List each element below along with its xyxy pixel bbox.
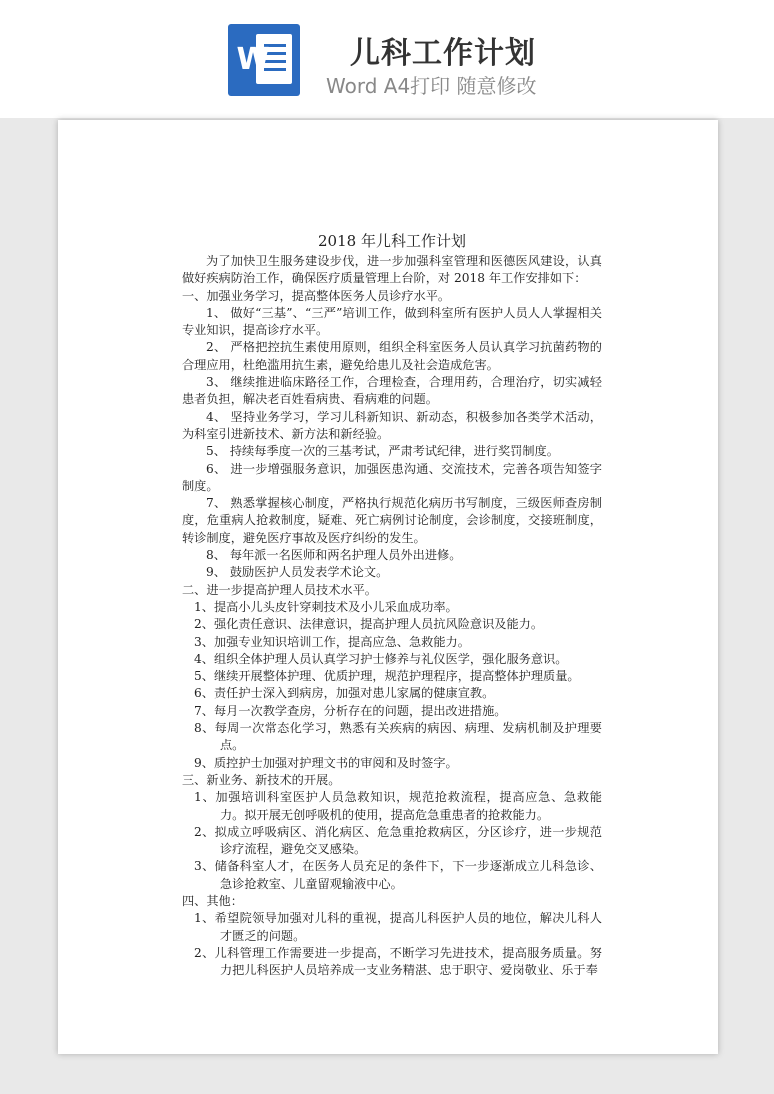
list-item: 3、 继续推进临床路径工作，合理检查，合理用药，合理治疗，切实减轻患者负担，解决老百姓看病贵、看病难的问题。 — [182, 375, 602, 407]
list-item: 5、继续开展整体护理、优质护理，规范护理程序，提高整体护理质量。 — [194, 669, 580, 684]
list-item: 4、 坚持业务学习，学习儿科新知识、新动态，积极参加各类学术活动，为科室引进新技术、新方法和新经验。 — [182, 409, 602, 441]
list-item: 5、 持续每季度一次的三基考试，严肃考试纪律，进行奖罚制度。 — [206, 444, 559, 459]
list-item: 2、儿科管理工作需要进一步提高，不断学习先进技术，提高服务质量。努力把儿科医护人员培养成一支业务精湛、忠于职守、爱岗敬业、乐于奉 — [194, 945, 602, 978]
list-item: 3、储备科室人才，在医务人员充足的条件下，下一步逐渐成立儿科急诊、急诊抢救室、儿童留观输液中心。 — [194, 859, 602, 891]
section-heading: 一、加强业务学习，提高整体医务人员诊疗水平。 — [182, 288, 451, 303]
page-banner — [0, 0, 774, 118]
list-item: 9、质控护士加强对护理文书的审阅和及时签字。 — [194, 755, 458, 770]
list-item: 7、 熟悉掌握核心制度，严格执行规范化病历书写制度，三级医师查房制度，危重病人抢救制度，疑难、死亡病例讨论制度，会诊制度，交接班制度，转诊制度，避免医疗事故及医疗纠纷的发生。 — [182, 496, 602, 545]
list-item: 4、组织全体护理人员认真学习护士修养与礼仪医学，强化服务意识。 — [194, 651, 568, 666]
list-item: 8、 每年派一名医师和两名护理人员外出进修。 — [206, 548, 462, 563]
list-item: 2、拟成立呼吸病区、消化病区、危急重抢救病区，分区诊疗，进一步规范诊疗流程，避免交叉感染。 — [194, 824, 602, 857]
banner-title: 儿科工作计划 — [350, 36, 536, 71]
list-item: 1、 做好“三基”、“三严”培训工作，做到科室所有医护人员人人掌握相关专业知识，提高诊疗水平。 — [182, 305, 602, 338]
document-title: 2018 年儿科工作计划 — [318, 232, 466, 250]
document-page — [58, 120, 718, 1054]
list-item: 9、 鼓励医护人员发表学术论文。 — [206, 565, 389, 580]
word-doc-icon — [228, 24, 300, 96]
list-item: 3、加强专业知识培训工作，提高应急、急救能力。 — [194, 634, 470, 649]
banner-subtitle: Word A4打印 随意修改 — [326, 74, 537, 98]
list-item: 1、希望院领导加强对儿科的重视，提高儿科医护人员的地位，解决儿科人才匮乏的问题。 — [194, 911, 602, 943]
list-item: 8、每周一次常态化学习，熟悉有关疾病的病因、病理、发病机制及护理要点。 — [194, 721, 602, 753]
list-item: 6、 进一步增强服务意识，加强医患沟通、交流技术，完善各项告知签字制度。 — [182, 461, 602, 493]
document-viewport — [0, 118, 774, 1094]
section-heading: 二、进一步提高护理人员技术水平。 — [182, 582, 377, 597]
intro-paragraph: 为了加快卫生服务建设步伐，进一步加强科室管理和医德医风建设，认真做好疾病防治工作，确保医疗质量管理上台阶，对 2018 年工作安排如下： — [182, 254, 602, 286]
list-item: 2、强化责任意识、法律意识，提高护理人员抗风险意识及能力。 — [194, 617, 544, 632]
list-item: 7、每月一次教学查房，分析存在的问题，提出改进措施。 — [194, 703, 507, 718]
list-item: 1、提高小儿头皮针穿刺技术及小儿采血成功率。 — [194, 599, 458, 614]
list-item: 2、 严格把控抗生素使用原则，组织全科室医务人员认真学习抗菌药物的合理应用，杜绝滥用抗生素，避免给患儿及社会造成危害。 — [182, 340, 602, 372]
list-item: 6、责任护士深入到病房，加强对患儿家属的健康宣教。 — [194, 686, 495, 701]
word-letter: W — [236, 42, 270, 77]
section-heading: 四、其他： — [182, 893, 243, 908]
section-heading: 三、新业务、新技术的开展。 — [182, 772, 341, 787]
list-item: 1、加强培训科室医护人员急救知识，规范抢救流程，提高应急、急救能力。拟开展无创呼吸机的使用，提高危急重患者的抢救能力。 — [194, 790, 602, 822]
document-content — [182, 230, 602, 979]
